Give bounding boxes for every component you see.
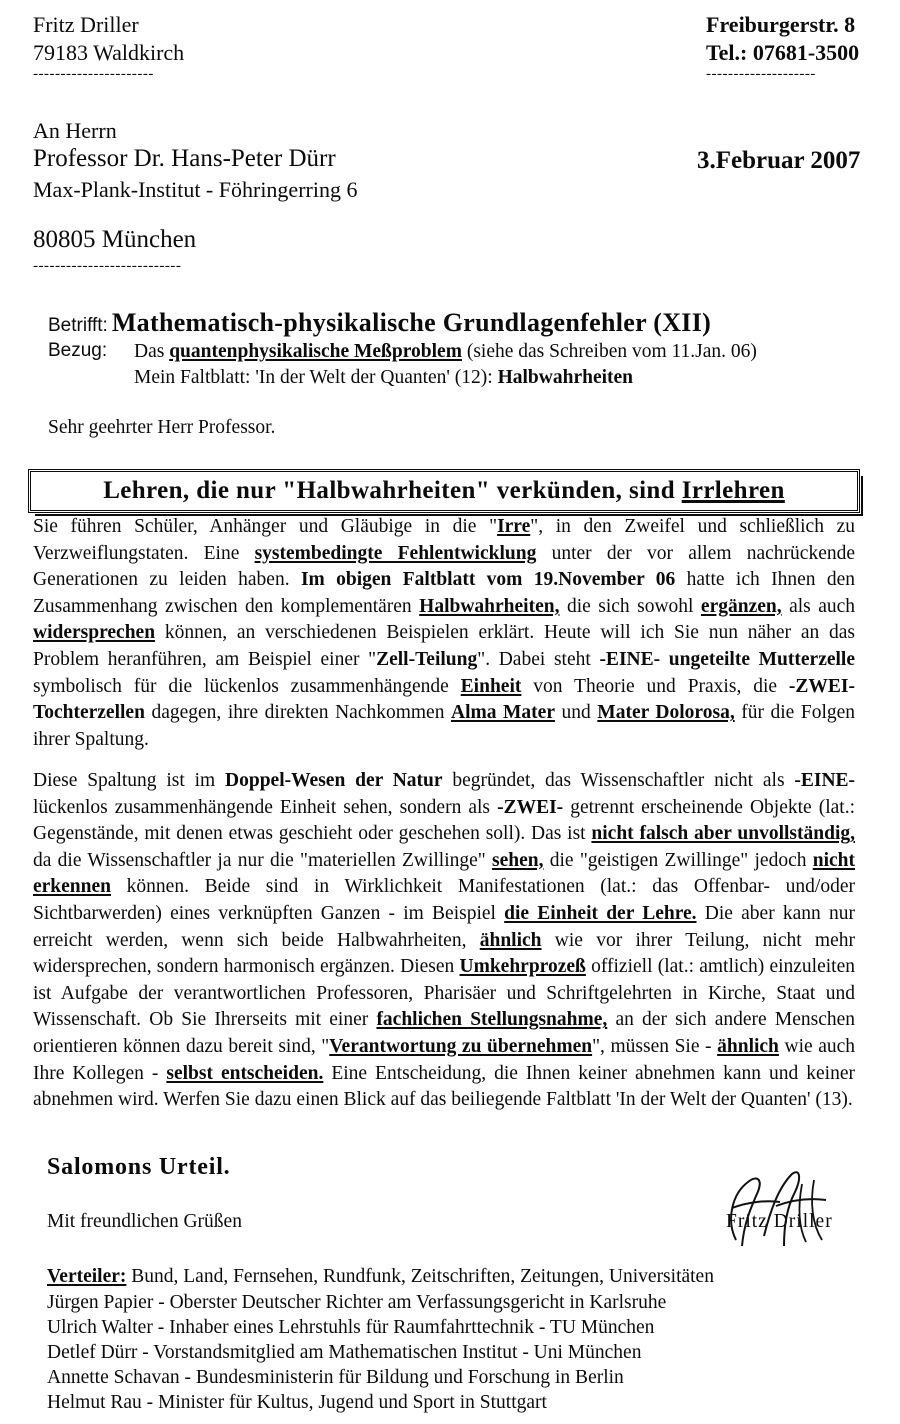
- reference-line-2: [134, 366, 633, 390]
- distribution-general: Bund, Land, Fernsehen, Rundfunk, Zeitschriften, Zeitungen, Universitäten: [131, 1266, 714, 1287]
- p1-widersprechen: widersprechen: [33, 622, 156, 644]
- p2-stellungsnahme: fachlichen Stellungsnahme,: [376, 1009, 608, 1031]
- p1-systembedingte: systembedingte Fehlentwicklung: [254, 542, 537, 564]
- recipient-name: Professor Dr. Hans-Peter Dürr: [33, 145, 336, 172]
- signature-name: Fritz Driller: [726, 1211, 833, 1232]
- p1-text-3: unter der vor allem nachrückende Generationen zu leiden haben.: [33, 542, 856, 591]
- greeting: Sehr geehrter Herr Professor.: [48, 417, 276, 438]
- p2-doppel-wesen: Doppel-Wesen der Natur: [225, 770, 443, 791]
- p2-nicht-erkennen: nicht erkennen: [33, 849, 856, 898]
- p1-einheit: Einheit: [460, 675, 522, 697]
- p1-zwei: -ZWEI- Tochterzellen: [33, 675, 856, 724]
- p1-zellteilung: Zell-Teilung: [376, 648, 478, 670]
- p1-eine: -EINE-: [599, 648, 661, 670]
- p2-verantwortung: Verantwortung zu übernehmen: [329, 1035, 593, 1057]
- p2-text-13: wie auch Ihre Kollegen -: [33, 1035, 856, 1084]
- p2-zwei: -ZWEI-: [497, 796, 564, 818]
- reference-pre: Das: [134, 341, 165, 362]
- headline-irrlehren: Irrlehren: [681, 477, 785, 504]
- p2-text-3: lückenlos zusammenhängende Einheit sehen, sondern als: [33, 796, 491, 818]
- p2-aehnlich-1: ähnlich: [479, 929, 542, 951]
- p2-text-12: ", müssen Sie -: [592, 1035, 712, 1057]
- distribution-item: Jürgen Papier - Oberster Deutscher Richter am Verfassungsgericht in Karlsruhe: [47, 1292, 667, 1313]
- p1-text-9: ". Dabei steht: [477, 648, 591, 670]
- reference-measurement-problem: quantenphysikalische Meßproblem: [169, 341, 462, 362]
- p2-selbst-entscheiden: selbst entscheiden.: [166, 1062, 324, 1084]
- p2-text-4: getrennt erscheinende Objekte (lat.: Gegenstände, mit denen etwas geschieht oder geschehen soll). Das ist: [33, 796, 856, 845]
- p2-text-9: wie vor ihrer Teilung, nicht mehr widersprechen, sondern harmonisch ergänzen. Diesen: [33, 929, 855, 978]
- p1-text-2: ", in den Zweifel und schließlich zu Verzweiflungstaten. Eine: [33, 516, 856, 564]
- salomon-heading: Salomons Urteil.: [47, 1154, 231, 1180]
- p1-ergaenzen: ergänzen,: [700, 595, 782, 617]
- p1-text-1: Sie führen Schüler, Anhänger und Gläubige in die ": [33, 516, 498, 537]
- subject-line: [48, 308, 711, 338]
- p2-text-6: die "geistigen Zwillinge" jedoch: [549, 849, 807, 871]
- sender-rule-left: ----------------------: [33, 66, 154, 82]
- p2-text-5: da die Wissenschaftler ja nur die "materiellen Zwillinge": [33, 849, 486, 871]
- p1-text-4: Im obigen Faltblatt vom 19.November 06: [300, 569, 676, 591]
- recipient-rule: ---------------------------: [33, 258, 182, 274]
- sender-rule-right: --------------------: [706, 66, 816, 82]
- p2-umkehrprozess: Umkehrprozeß: [459, 956, 586, 978]
- distribution-item: Ulrich Walter - Inhaber eines Lehrstuhls für Raumfahrttechnik - TU München: [47, 1317, 655, 1338]
- distribution-first: [47, 1264, 714, 1290]
- reference-post: (siehe das Schreiben vom 11.Jan. 06): [466, 341, 757, 362]
- p2-aehnlich-2: ähnlich: [717, 1035, 779, 1057]
- p1-text-5: hatte ich Ihnen den Zusammenhang zwischen den komplementären: [33, 569, 855, 617]
- p2-eine: -EINE-: [794, 770, 856, 791]
- sender-name: Fritz Driller: [33, 12, 139, 37]
- p2-text-8: Die aber kann nur erreicht werden, wenn sich beide Halbwahrheiten,: [33, 902, 856, 951]
- p1-ungeteilte: ungeteilte Mutterzelle: [668, 648, 855, 670]
- paragraph-2: [33, 768, 855, 1114]
- paragraph-1: [33, 514, 855, 753]
- reference-leaflet: Mein Faltblatt: 'In der Welt der Quanten' (12):: [134, 367, 493, 388]
- recipient-city: 80805 München: [33, 226, 197, 253]
- p2-einheit-lehre: die Einheit der Lehre.: [504, 902, 697, 924]
- p1-alma-mater: Alma Mater: [451, 702, 555, 724]
- p2-nicht-falsch: nicht falsch aber unvollständig,: [591, 823, 855, 845]
- p1-text-11: von Theorie und Praxis, die: [533, 675, 778, 697]
- p2-text-2: begründet, das Wissenschaftler nicht als: [452, 770, 785, 791]
- p2-text-10: offiziell (lat.: amtlich) einzuleiten ist Aufgabe der verantwortlichen Professoren, Pharisäer und Schriftgelehrten in Kirche, Staat und Wissenschaft. Ob Sie Ihrerseits mit einer: [33, 956, 855, 1031]
- p2-sehen: sehen,: [492, 849, 544, 871]
- sender-phone: Tel.: 07681-3500: [706, 40, 860, 65]
- p2-text-11: an der sich andere Menschen orientieren können dazu bereit sind, ": [33, 1009, 856, 1057]
- p2-text-14: Eine Entscheidung, die Ihnen keiner abnehmen kann und keiner abnehmen wird. Werfen Sie dazu einen Blick auf das beiliegende Faltblatt 'In der Welt der Quanten' (13).: [33, 1062, 855, 1111]
- signature-icon: [718, 1166, 838, 1252]
- p2-text-1: Diese Spaltung ist im: [33, 770, 216, 791]
- subject-title: Mathematisch-physikalische Grundlagenfehler (XII): [111, 308, 712, 337]
- p2-text-7: können. Beide sind in Wirklichkeit Manifestationen (lat.: das Offenbar- und/oder Sichtbarwerden) eines verknüpften Ganzen - im Beispiel: [33, 876, 855, 924]
- distribution-item: Helmut Rau - Minister für Kultus, Jugend und Sport in Stuttgart: [47, 1392, 547, 1413]
- headline: [31, 477, 857, 505]
- distribution-item: Detlef Dürr - Vorstandsmitglied am Mathematischen Institut - Uni München: [47, 1342, 642, 1363]
- p1-text-13: und: [561, 702, 591, 724]
- letter-date: 3.Februar 2007: [697, 147, 861, 174]
- reference-halbwahrheiten: Halbwahrheiten: [497, 367, 634, 388]
- reference-label: Bezug:: [48, 340, 108, 361]
- p1-text-6: die sich sowohl: [566, 595, 694, 617]
- p1-halbwahrheiten: Halbwahrheiten,: [419, 595, 560, 617]
- p1-text-8: können, an verschiedenen Beispielen erklärt. Heute will ich Sie nun näher an das Problem heranführen, am Beispiel einer ": [33, 622, 856, 670]
- p1-text-12: dagegen, ihre direkten Nachkommen: [151, 702, 445, 724]
- recipient-salutation: An Herrn: [33, 118, 117, 143]
- subject-label: Betrifft:: [48, 315, 108, 336]
- sender-street: Freiburgerstr. 8: [706, 12, 856, 37]
- p1-text-14: für die Folgen ihrer Spaltung.: [33, 702, 856, 750]
- reference-line-1: [134, 340, 757, 364]
- sender-city: 79183 Waldkirch: [33, 40, 185, 65]
- closing: Mit freundlichen Grüßen: [47, 1211, 242, 1232]
- distribution-item: Annette Schavan - Bundesministerin für Bildung und Forschung in Berlin: [47, 1367, 624, 1388]
- headline-box: [28, 469, 860, 513]
- distribution-label: Verteiler:: [47, 1266, 127, 1287]
- p1-irre: Irre: [497, 516, 531, 537]
- recipient-institute: Max-Plank-Institut - Föhringerring 6: [33, 177, 358, 202]
- p1-text-7: als auch: [789, 595, 856, 617]
- p1-text-10: symbolisch für die lückenlos zusammenhängende: [33, 675, 449, 697]
- p1-mater-dolorosa: Mater Dolorosa,: [597, 702, 735, 724]
- headline-text: Lehren, die nur "Halbwahrheiten" verkünden, sind: [103, 477, 676, 504]
